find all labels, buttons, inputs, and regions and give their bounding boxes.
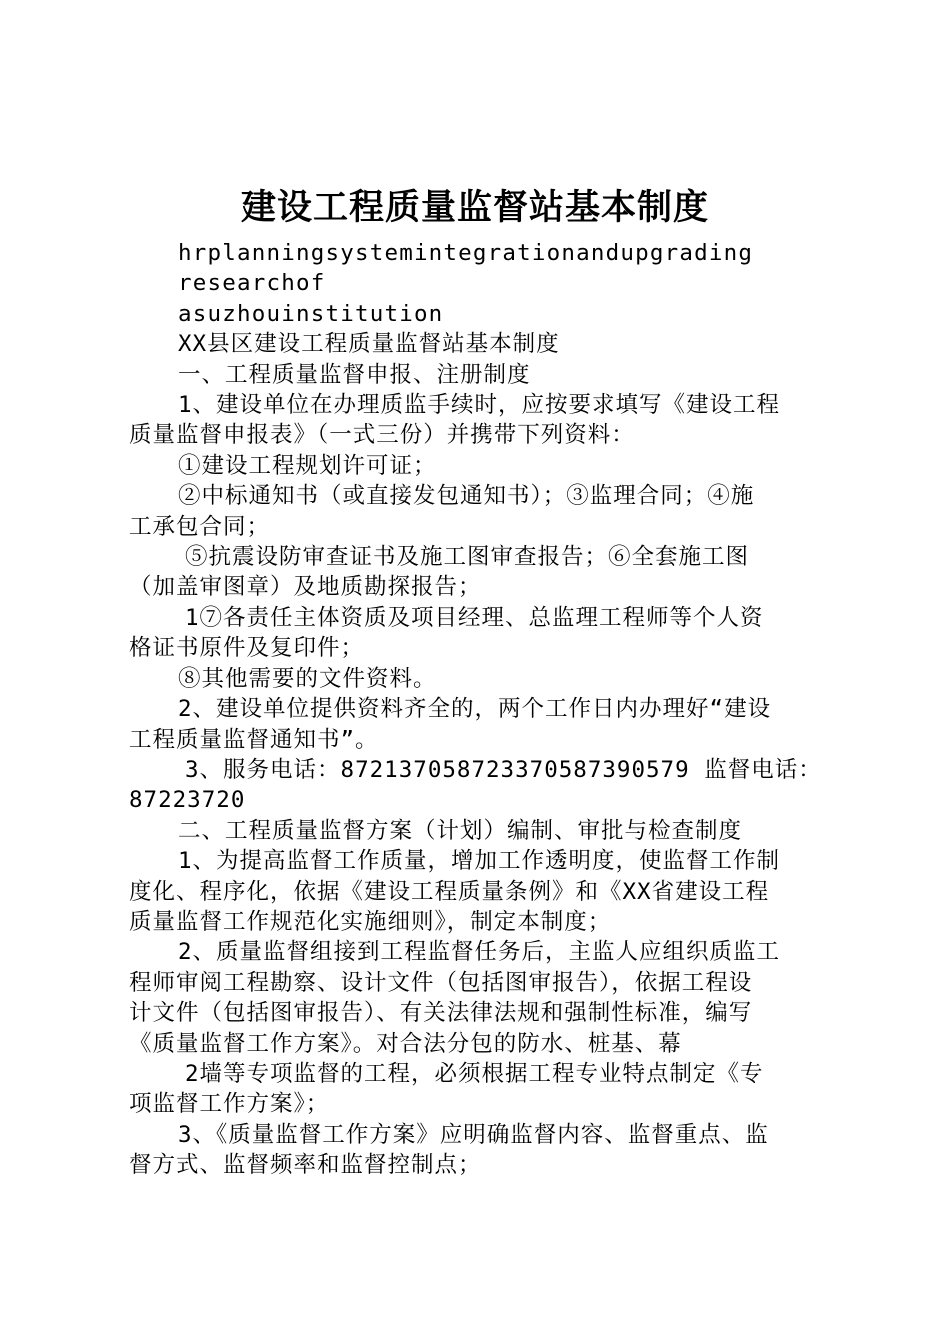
body-line-6: 1、建设单位在办理质监手续时，应按要求填写《建设工程 [178, 392, 781, 419]
body-line-31: 督方式、监督频率和监督控制点； [129, 1152, 482, 1179]
body-line-22: 度化、程序化，依据《建设工程质量条例》和《XX省建设工程 [129, 878, 770, 905]
body-line-15: ⑧其他需要的文件资料。 [178, 665, 437, 692]
section-heading-1: 一、工程质量监督申报、注册制度 [178, 361, 531, 388]
body-line-10: 工承包合同； [129, 513, 271, 540]
body-line-3: asuzhouinstitution [178, 300, 444, 327]
body-line-21: 1、为提高监督工作质量，增加工作透明度，使监督工作制 [178, 848, 781, 875]
body-line-18: 3、服务电话：87213705872337058739057​9 监督电话： [185, 756, 822, 783]
body-line-4: XX县区建设工程质量监督站基本制度 [178, 331, 560, 358]
body-line-2: researchof [178, 270, 326, 297]
body-line-14: 格证书原件及复印件； [129, 635, 365, 662]
document-body [129, 238, 833, 1181]
body-line-8: ①建设工程规划许可证； [178, 452, 437, 479]
section-heading-2: 二、工程质量监督方案（计划）编制、审批与检查制度 [178, 817, 743, 844]
body-line-13: 1⑦各责任主体资质及项目经理、总监理工程师等个人资 [185, 604, 764, 631]
body-line-25: 程师审阅工程勘察、设计文件（包括图审报告），依据工程设 [129, 969, 753, 996]
body-line-17: 工程质量监督通知书”。 [129, 726, 379, 753]
body-line-19: 87223720 [129, 787, 246, 814]
body-line-1: hrplanningsystemintegrationandupgrading [178, 240, 754, 266]
body-line-12: （加盖审图章）及地质勘探报告； [129, 574, 482, 601]
body-line-9: ②中标通知书（或直接发包通知书）；③监理合同；④施 [178, 483, 755, 510]
body-line-29: 项监督工作方案》； [129, 1091, 330, 1118]
body-line-27: 《质量监督工作方案》。对合法分包的防水、桩基、幕 [129, 1030, 682, 1057]
body-line-16: 2、建设单位提供资料齐全的，两个工作日内办理好“建设 [178, 696, 772, 723]
document-title: 建设工程质量监督站基本制度 [240, 187, 709, 228]
body-line-28: 2墙等专项监督的工程，必须根据工程专业特点制定《专 [185, 1060, 764, 1087]
body-line-7: 质量监督申报表》（一式三份）并携带下列资料： [129, 422, 635, 449]
body-line-30: 3、《质量监督工作方案》应明确监督内容、监督重点、监 [178, 1121, 769, 1148]
body-line-24: 2、质量监督组接到工程监督任务后，主监人应组织质监工 [178, 939, 781, 966]
body-line-26: 计文件（包括图审报告）、有关法律法规和强制性标准，编写 [129, 1000, 753, 1027]
body-line-23: 质量监督工作规范化实施细则》，制定本制度； [129, 908, 612, 935]
body-line-11: ⑤抗震设防审查证书及施工图审查报告；⑥全套施工图 [185, 544, 750, 571]
